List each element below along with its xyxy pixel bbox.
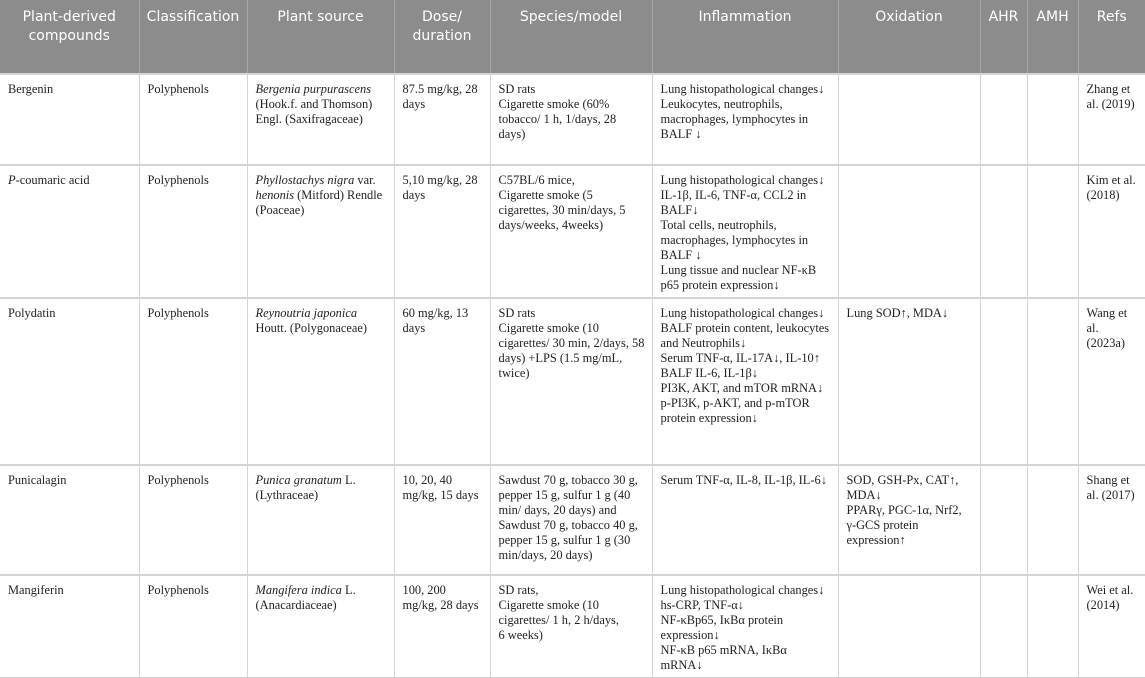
- compound-prefix: P: [8, 173, 16, 187]
- oxidation-cell: [838, 465, 980, 575]
- classification-cell: [139, 575, 247, 678]
- amh-cell: [1027, 298, 1078, 465]
- header-amh: AMH: [1027, 0, 1078, 74]
- reference: Zhang et al. (2019): [1086, 82, 1135, 111]
- ahr-cell: [980, 165, 1027, 298]
- inflammation-line: PI3K, AKT, and mTOR mRNA↓: [660, 381, 824, 395]
- header-plant-source: Plant source: [247, 0, 394, 74]
- inflammation-line: Lung histopathological changes↓: [660, 173, 825, 187]
- model-line: SD rats: [498, 306, 536, 320]
- header-row: [0, 0, 1145, 74]
- header-oxidation: Oxidation: [838, 0, 980, 74]
- ahr-cell: [980, 575, 1027, 678]
- model-line: Sawdust 70 g, tobacco 30 g, pepper 15 g, sulfur 1 g (40 min/ days, 20 days) and Sawdust 70 g, tobacco 40 g, pepper 15 g, sulfur 1 g (30 min/days, 20 days): [498, 473, 638, 562]
- header-species: Species/model: [490, 0, 652, 74]
- inflammation-line: Serum TNF-α, IL-17A↓, IL-10↑: [660, 351, 820, 365]
- inflammation-line: Leukocytes, neutrophils, macrophages, lymphocytes in BALF ↓: [660, 97, 809, 141]
- plant-source-cell: [247, 298, 394, 465]
- classification-cell: [139, 298, 247, 465]
- source-text: L. (Anacardiaceae): [255, 583, 356, 612]
- model-line: SD rats,: [498, 583, 539, 597]
- model-cell: [490, 575, 652, 678]
- header-classification: Classification: [139, 0, 247, 74]
- inflammation-line: Serum TNF-α, IL-8, IL-1β, IL-6↓: [660, 473, 827, 487]
- species-name: Punica granatum: [255, 473, 342, 487]
- plant-source-cell: [247, 165, 394, 298]
- dose-cell: [394, 165, 490, 298]
- header-ahr: AHR: [980, 0, 1027, 74]
- oxidation-cell: [838, 74, 980, 165]
- inflammation-line: NF-κBp65, IκBα protein expression↓: [660, 613, 784, 642]
- inflammation-line: Lung histopathological changes↓: [660, 82, 825, 96]
- header-compounds: Plant-derived compounds: [0, 0, 139, 74]
- species-name: Reynoutria japonica: [255, 306, 358, 320]
- source-text: (Mitford) Rendle (Poaceae): [255, 188, 383, 217]
- compound-cell: [0, 465, 139, 575]
- classification: Polyphenols: [147, 82, 209, 96]
- classification-cell: [139, 465, 247, 575]
- compound-name: Punicalagin: [8, 473, 67, 487]
- dose: 10, 20, 40 mg/kg, 15 days: [402, 473, 479, 502]
- ahr-cell: [980, 298, 1027, 465]
- dose-cell: [394, 575, 490, 678]
- table-row: [0, 298, 1145, 465]
- inflammation-line: IL-1β, IL-6, TNF-α, CCL2 in BALF↓: [660, 188, 807, 217]
- dose-cell: [394, 298, 490, 465]
- oxidation-cell: [838, 165, 980, 298]
- species-name: Phyllostachys nigra: [255, 173, 355, 187]
- amh-cell: [1027, 74, 1078, 165]
- inflammation-line: Total cells, neutrophils, macrophages, lymphocytes in BALF ↓: [660, 218, 809, 262]
- compound-cell: [0, 165, 139, 298]
- inflammation-line: Lung histopathological changes↓ hs-CRP, TNF-α↓: [660, 583, 825, 612]
- reference: Wei et al. (2014): [1086, 583, 1134, 612]
- compound-cell: [0, 298, 139, 465]
- reference: Shang et al. (2017): [1086, 473, 1135, 502]
- inflammation-line: NF-κB p65 mRNA, IκBα mRNA↓: [660, 643, 787, 672]
- classification: Polyphenols: [147, 583, 209, 597]
- inflammation-line: p-PI3K, p-AKT, and p-mTOR protein expression↓: [660, 396, 810, 425]
- ahr-cell: [980, 74, 1027, 165]
- classification-cell: [139, 74, 247, 165]
- refs-cell: [1078, 165, 1145, 298]
- inflammation-line: BALF protein content, leukocytes and Neutrophils↓: [660, 321, 830, 350]
- header-dose: Dose/ duration: [394, 0, 490, 74]
- dose: 100, 200 mg/kg, 28 days: [402, 583, 479, 612]
- table-row: [0, 165, 1145, 298]
- species-name: Mangifera indica: [255, 583, 342, 597]
- compound-name: Mangiferin: [8, 583, 64, 597]
- source-text: (Hook.f. and Thomson) Engl. (Saxifragaceae): [255, 97, 373, 126]
- inflammation-line: BALF IL-6, IL-1β↓: [660, 366, 758, 380]
- refs-cell: [1078, 465, 1145, 575]
- model-line: C57BL/6 mice,: [498, 173, 575, 187]
- dose-cell: [394, 74, 490, 165]
- model-line: Cigarette smoke (10 cigarettes/ 30 min, 2/days, 58 days) +LPS (1.5 mg/mL, twice): [498, 321, 645, 380]
- refs-cell: [1078, 74, 1145, 165]
- compound-name: Polydatin: [8, 306, 56, 320]
- header-refs: Refs: [1078, 0, 1145, 74]
- compound-cell: [0, 74, 139, 165]
- compound-name: Bergenin: [8, 82, 54, 96]
- plant-source-cell: [247, 74, 394, 165]
- table-row: [0, 465, 1145, 575]
- plant-source-cell: [247, 465, 394, 575]
- model-line: Cigarette smoke (60% tobacco/ 1 h, 1/days, 28 days): [498, 97, 617, 141]
- dose: 87.5 mg/kg, 28 days: [402, 82, 478, 111]
- inflammation-cell: [652, 465, 838, 575]
- model-cell: [490, 165, 652, 298]
- oxidation-cell: [838, 298, 980, 465]
- model-cell: [490, 74, 652, 165]
- refs-cell: [1078, 298, 1145, 465]
- oxidation-cell: [838, 575, 980, 678]
- inflammation-cell: [652, 575, 838, 678]
- table-row: [0, 74, 1145, 165]
- inflammation-cell: [652, 74, 838, 165]
- inflammation-line: Lung tissue and nuclear NF-κB p65 protein expression↓: [660, 263, 817, 292]
- classification: Polyphenols: [147, 306, 209, 320]
- source-text: Houtt. (Polygonaceae): [255, 321, 367, 335]
- amh-cell: [1027, 165, 1078, 298]
- dose: 60 mg/kg, 13 days: [402, 306, 469, 335]
- model-line: 6 weeks): [498, 628, 543, 642]
- model-cell: [490, 298, 652, 465]
- refs-cell: [1078, 575, 1145, 678]
- source-text: L. (Lythraceae): [255, 473, 356, 502]
- reference: Wang et al. (2023a): [1086, 306, 1128, 350]
- ahr-cell: [980, 465, 1027, 575]
- oxidation-line: Lung SOD↑, MDA↓: [846, 306, 949, 320]
- header-inflammation: Inflammation: [652, 0, 838, 74]
- compound-cell: [0, 575, 139, 678]
- oxidation-line: PPARγ, PGC-1α, Nrf2, γ-GCS protein expression↑: [846, 503, 962, 547]
- inflammation-line: Lung histopathological changes↓: [660, 306, 825, 320]
- compound-name: -coumaric acid: [15, 173, 90, 187]
- dose: 5,10 mg/kg, 28 days: [402, 173, 478, 202]
- amh-cell: [1027, 465, 1078, 575]
- variety-name: henonis: [255, 188, 295, 202]
- reference: Kim et al. (2018): [1086, 173, 1136, 202]
- inflammation-cell: [652, 298, 838, 465]
- model-cell: [490, 465, 652, 575]
- model-line: SD rats: [498, 82, 536, 96]
- amh-cell: [1027, 575, 1078, 678]
- oxidation-line: SOD, GSH-Px, CAT↑, MDA↓: [846, 473, 959, 502]
- model-line: Cigarette smoke (5 cigarettes, 30 min/days, 5 days/weeks, 4weeks): [498, 188, 626, 232]
- species-name: Bergenia purpurascens: [255, 82, 372, 96]
- classification-cell: [139, 165, 247, 298]
- model-line: Cigarette smoke (10 cigarettes/ 1 h, 2 h/days,: [498, 598, 619, 627]
- plant-source-cell: [247, 575, 394, 678]
- source-text: var.: [354, 173, 376, 187]
- classification: Polyphenols: [147, 173, 209, 187]
- inflammation-cell: [652, 165, 838, 298]
- dose-cell: [394, 465, 490, 575]
- table-row: [0, 575, 1145, 678]
- classification: Polyphenols: [147, 473, 209, 487]
